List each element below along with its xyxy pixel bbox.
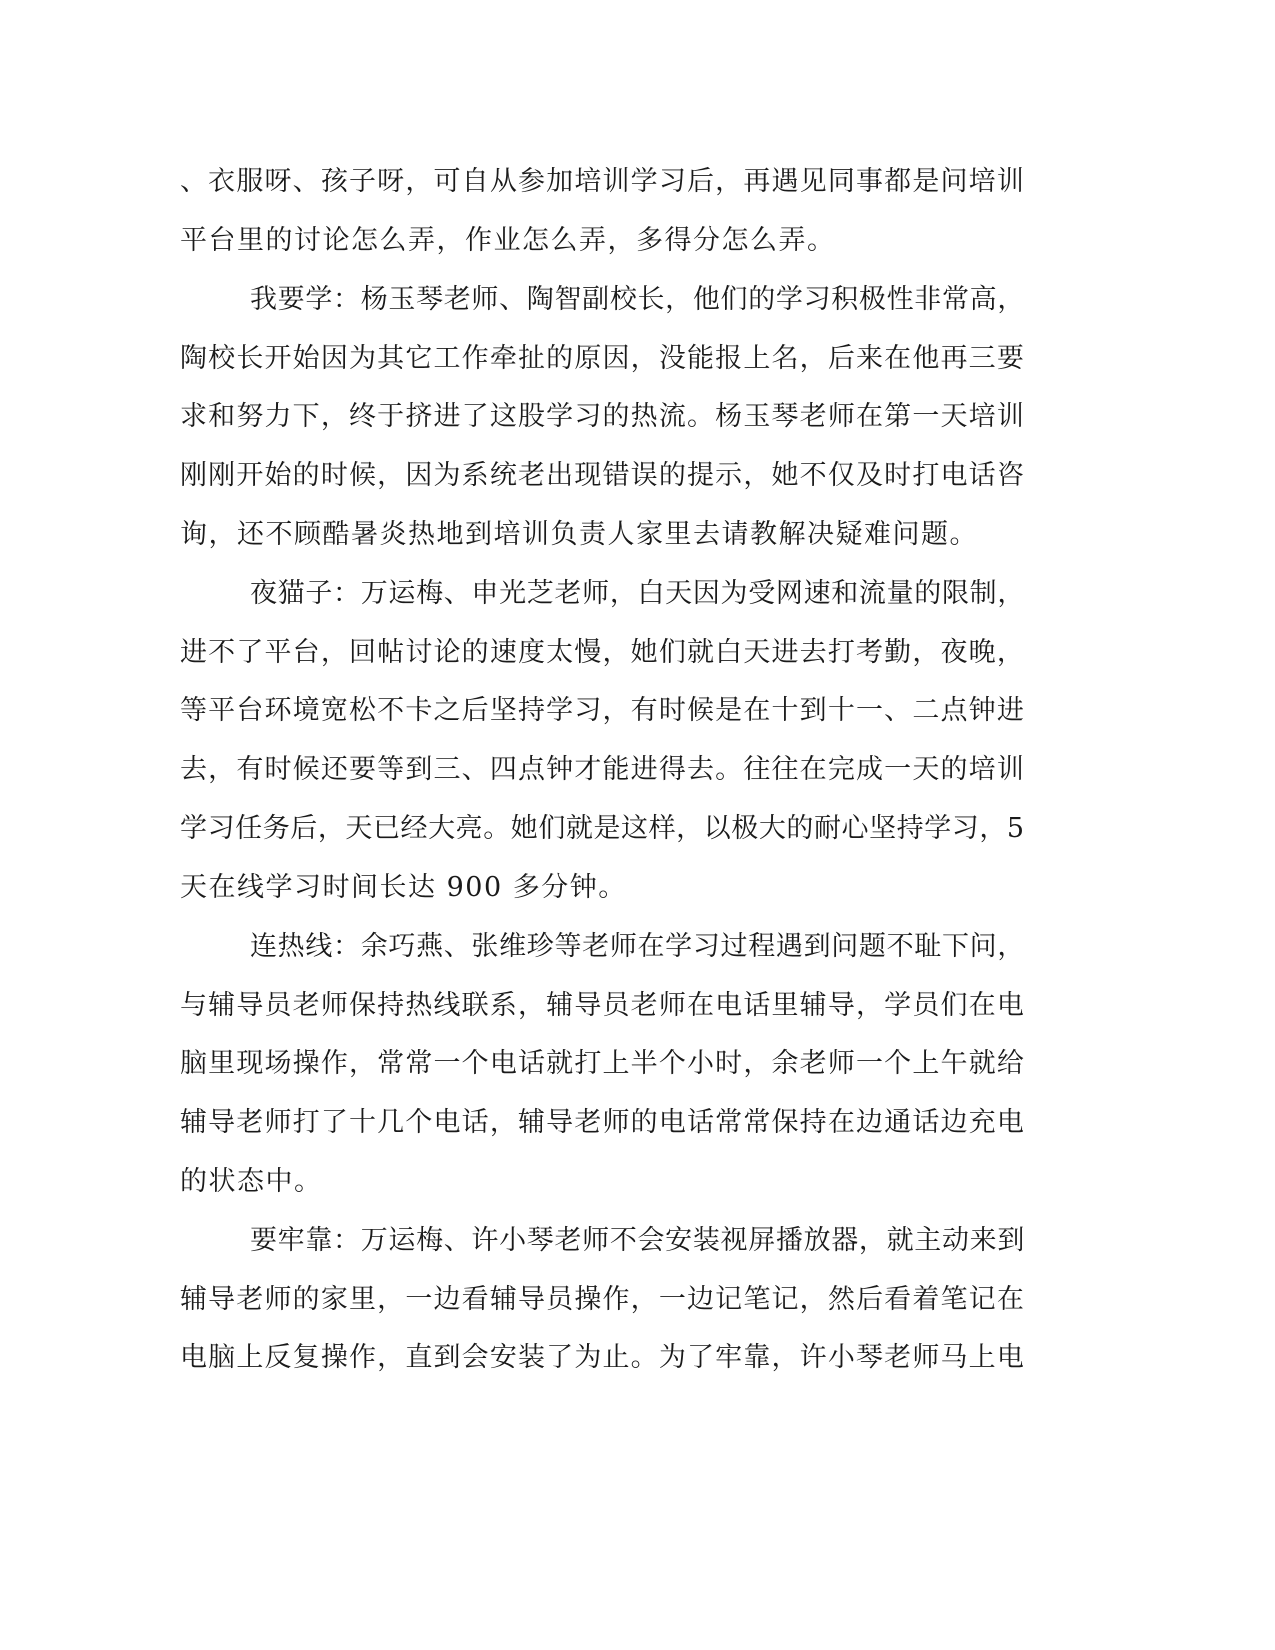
text-line: 陶校长开始因为其它工作牵扯的原因，没能报上名，后来在他再三要 (180, 343, 1025, 374)
text-line: 、衣服呀、孩子呀，可自从参加培训学习后，再遇见同事都是问培训 (180, 166, 1025, 197)
text-line: 询，还不顾酷暑炎热地到培训负责人家里去请教解决疑难问题。 (180, 519, 978, 550)
text-line: 去，有时候还要等到三、四点钟才能进得去。往往在完成一天的培训 (180, 754, 1025, 785)
paragraph-start-line: 夜猫子：万运梅、申光芝老师，白天因为受网速和流量的限制， (250, 578, 1025, 609)
text-line: 进不了平台，回帖讨论的速度太慢，她们就白天进去打考勤，夜晚， (180, 637, 1025, 668)
text-line: 辅导老师打了十几个电话，辅导老师的电话常常保持在边通话边充电 (180, 1107, 1025, 1138)
text-line: 等平台环境宽松不卡之后坚持学习，有时候是在十到十一、二点钟进 (180, 695, 1025, 726)
text-line: 天在线学习时间长达 900 多分钟。 (180, 872, 627, 903)
paragraph-start-line: 连热线：余巧燕、张维珍等老师在学习过程遇到问题不耻下问， (250, 931, 1025, 962)
text-line: 学习任务后，天已经大亮。她们就是这样，以极大的耐心坚持学习，5 (180, 813, 1025, 844)
text-line: 辅导老师的家里，一边看辅导员操作，一边记笔记，然后看着笔记在 (180, 1284, 1025, 1315)
text-line: 求和努力下，终于挤进了这股学习的热流。杨玉琴老师在第一天培训 (180, 401, 1025, 432)
text-line: 平台里的讨论怎么弄，作业怎么弄，多得分怎么弄。 (180, 225, 836, 256)
paragraph-start-line: 我要学：杨玉琴老师、陶智副校长，他们的学习积极性非常高， (250, 284, 1025, 315)
text-line: 刚刚开始的时候，因为系统老出现错误的提示，她不仅及时打电话咨 (180, 460, 1025, 491)
text-line: 与辅导员老师保持热线联系，辅导员老师在电话里辅导，学员们在电 (180, 990, 1025, 1021)
paragraph-start-line: 要牢靠：万运梅、许小琴老师不会安装视屏播放器，就主动来到 (250, 1225, 1025, 1256)
text-line: 脑里现场操作，常常一个电话就打上半个小时，余老师一个上午就给 (180, 1048, 1025, 1079)
text-line: 的状态中。 (180, 1166, 323, 1197)
text-line: 电脑上反复操作，直到会安装了为止。为了牢靠，许小琴老师马上电 (180, 1342, 1025, 1373)
